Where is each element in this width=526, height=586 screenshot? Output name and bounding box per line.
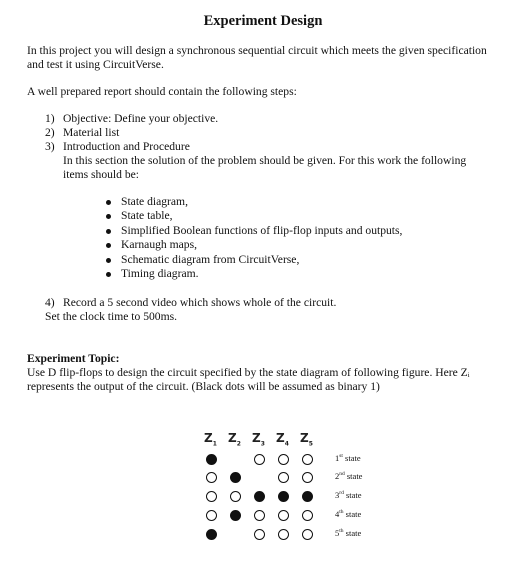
- step-4-number: 4): [45, 296, 55, 309]
- empty-dot-state5-z3: [254, 529, 265, 540]
- procedure-desc-line-2: items should be:: [63, 168, 139, 181]
- empty-dot-state1-z5: [302, 454, 313, 465]
- item-karnaugh-maps: Karnaugh maps,: [121, 238, 197, 251]
- filled-dot-state4-z2: [230, 510, 241, 521]
- empty-dot-state5-z5: [302, 529, 313, 540]
- step-4-extra: Set the clock time to 500ms.: [45, 310, 178, 323]
- empty-dot-state4-z4: [278, 510, 289, 521]
- item-boolean-functions: Simplified Boolean functions of flip-flop inputs and outputs,: [121, 224, 403, 237]
- filled-dot-state5-z1: [206, 529, 217, 540]
- bullet-icon: [106, 258, 111, 263]
- empty-dot-state3-z1: [206, 491, 217, 502]
- empty-dot-state4-z3: [254, 510, 265, 521]
- bullet-icon: [106, 229, 111, 234]
- topic-line-2: represents the output of the circuit. (Black dots will be assumed as binary 1): [27, 380, 380, 393]
- header-z2: $Z_2$: [228, 431, 241, 448]
- empty-dot-state5-z4: [278, 529, 289, 540]
- empty-dot-state4-z5: [302, 510, 313, 521]
- procedure-desc-line-1: In this section the solution of the problem should be given. For this work the following: [63, 154, 467, 167]
- item-state-table: State table,: [121, 209, 173, 222]
- empty-dot-state1-z4: [278, 454, 289, 465]
- state-label-2: 2nd state: [335, 471, 363, 481]
- bullet-icon: [106, 272, 111, 277]
- empty-dot-state4-z1: [206, 510, 217, 521]
- empty-dot-state1-z3: [254, 454, 265, 465]
- step-1-text: Objective: Define your objective.: [63, 112, 219, 125]
- filled-dot-state3-z3: [254, 491, 265, 502]
- page-title: Experiment Design: [203, 13, 323, 29]
- filled-dot-state2-z2: [230, 472, 241, 483]
- step-3-number: 3): [45, 140, 55, 153]
- state-label-3: 3rd state: [335, 490, 362, 500]
- item-timing-diagram: Timing diagram.: [121, 267, 199, 280]
- empty-dot-state2-z5: [302, 472, 313, 483]
- header-z4: $Z_4$: [276, 431, 289, 448]
- step-4-text: Record a 5 second video which shows whole of the circuit.: [63, 296, 337, 309]
- empty-dot-state2-z1: [206, 472, 217, 483]
- empty-dot-state3-z2: [230, 491, 241, 502]
- item-schematic-diagram: Schematic diagram from CircuitVerse,: [121, 253, 300, 266]
- topic-line-1: Use D flip-flops to design the circuit specified by the state diagram of following figure. Here Zᵢ: [27, 366, 470, 379]
- filled-dot-state1-z1: [206, 454, 217, 465]
- intro-line-2: and test it using CircuitVerse.: [27, 58, 164, 71]
- filled-dot-state3-z5: [302, 491, 313, 502]
- step-2-number: 2): [45, 126, 55, 139]
- bullet-icon: [106, 214, 111, 219]
- header-z3: $Z_3$: [252, 431, 265, 448]
- step-2-text: Material list: [63, 126, 120, 139]
- empty-dot-state2-z4: [278, 472, 289, 483]
- item-state-diagram: State diagram,: [121, 195, 188, 208]
- step-1-number: 1): [45, 112, 55, 125]
- intro-line-1: In this project you will design a synchronous sequential circuit which meets the given specification: [27, 44, 487, 57]
- state-label-5: 5th state: [335, 528, 362, 538]
- header-z1: $Z_1$: [204, 431, 217, 448]
- topic-heading: Experiment Topic:: [27, 352, 120, 365]
- bullet-icon: [106, 200, 111, 205]
- state-label-1: 1st state: [335, 453, 361, 463]
- filled-dot-state3-z4: [278, 491, 289, 502]
- state-label-4: 4th state: [335, 509, 362, 519]
- header-z5: $Z_5$: [300, 431, 313, 448]
- bullet-icon: [106, 243, 111, 248]
- report-heading: A well prepared report should contain the following steps:: [27, 85, 297, 98]
- step-3-text: Introduction and Procedure: [63, 140, 190, 153]
